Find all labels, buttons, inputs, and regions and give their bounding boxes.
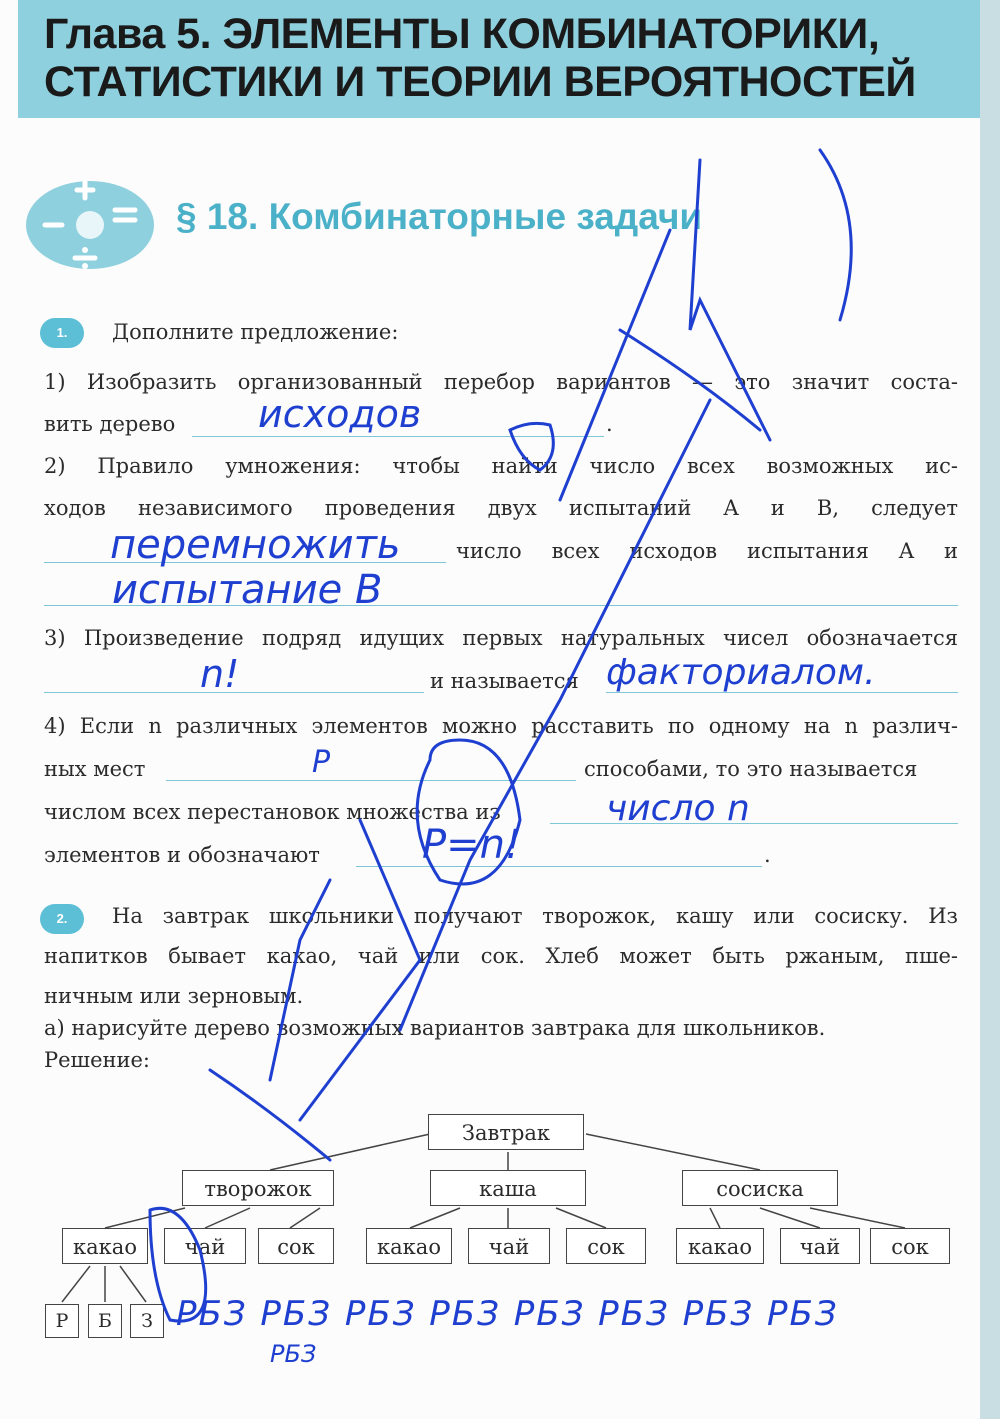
task-number-badge: 2. [40,904,84,934]
tree-node-level1: сосиска [682,1170,838,1206]
tree-node-level2: чай [468,1228,550,1264]
chapter-title [44,10,974,106]
item4-handwritten-answer3: P=n! [422,822,522,868]
item1-period: . [606,412,613,436]
item2-line-a: 2) Правило умножения: чтобы найти число всех возможных ис- [44,454,958,478]
item4-line-a: 4) Если n различных элементов можно расставить по одному на n различ- [44,714,958,738]
chapter-title-line2: СТАТИСТИКИ И ТЕОРИИ ВЕРОЯТНОСТЕЙ [44,58,916,106]
solution-label: Решение: [44,1048,151,1072]
task1-intro: Дополните предложение: [112,320,399,344]
item3-line-b: и называется [430,669,579,693]
item1-line-a: 1) Изобразить организованный перебор вариантов — это значит соста- [44,370,958,394]
item2-handwritten-answer2: испытание В [112,567,383,613]
tree-node-level2: какао [62,1228,148,1264]
item2-line-b: ходов независимого проведения двух испытаний A и B, следует [44,496,958,520]
task2-text-line2: напитков бывает какао, чай или сок. Хлеб может быть ржаным, пше- [44,944,958,968]
task2-text-line1: На завтрак школьники получают творожок, кашу или сосиску. Из [112,904,958,928]
tree-node-level2: какао [366,1228,452,1264]
tree-node-level2: чай [164,1228,246,1264]
item4-handwritten-answer2: число n [606,788,750,829]
item4-line-c: числом всех перестановок множества из [44,800,501,824]
tree-node-level2: сок [870,1228,950,1264]
item4-line-b: ных мест [44,757,146,781]
item1-line-b: вить дерево [44,412,176,436]
item1-handwritten-answer: исходов [258,392,422,436]
item3-line-a: 3) Произведение подряд идущих первых натуральных чисел обозначается [44,626,958,650]
chapter-title-line1: Глава 5. ЭЛЕМЕНТЫ КОМБИНАТОРИКИ, [44,10,880,58]
handwritten-leaf-labels-extra: РБЗ [270,1340,317,1368]
tree-leaf-node: Б [88,1304,122,1338]
item3-handwritten-answer2: факториалом. [606,652,876,693]
tree-node-level2: сок [566,1228,646,1264]
tree-root-node: Завтрак [428,1114,584,1150]
item4-answer-line3 [356,866,762,867]
item3-handwritten-answer1: n! [200,652,240,696]
tree-node-level1: творожок [182,1170,334,1206]
item1-answer-line [192,436,604,437]
item4-answer-line1 [166,780,576,781]
math-symbols-icon [20,170,160,280]
item4-period: . [764,843,771,867]
item2-handwritten-answer1: перемножить [110,522,401,568]
tree-node-level2: какао [676,1228,764,1264]
tree-node-level1: каша [430,1170,586,1206]
item2-line-c: число всех исходов испытания A и [456,539,958,563]
item4-line-d: элементов и обозначают [44,843,320,867]
tree-node-level2: чай [780,1228,860,1264]
task2-text-line3: ничным или зерновым. [44,984,304,1008]
tree-leaf-node: Р [45,1304,79,1338]
tree-node-level2: сок [258,1228,334,1264]
section-title: § 18. Комбинаторные задачи [176,196,703,237]
task2-part-a: а) нарисуйте дерево возможных вариантов завтрака для школьников. [44,1016,826,1040]
tree-leaf-node: З [130,1304,164,1338]
task-number-badge: 1. [40,318,84,348]
handwritten-leaf-labels: РБЗ РБЗ РБЗ РБЗ РБЗ РБЗ РБЗ РБЗ [176,1294,839,1334]
item4-handwritten-answer1: P [312,745,331,780]
item4-line-b2: способами, то это называется [584,757,918,781]
